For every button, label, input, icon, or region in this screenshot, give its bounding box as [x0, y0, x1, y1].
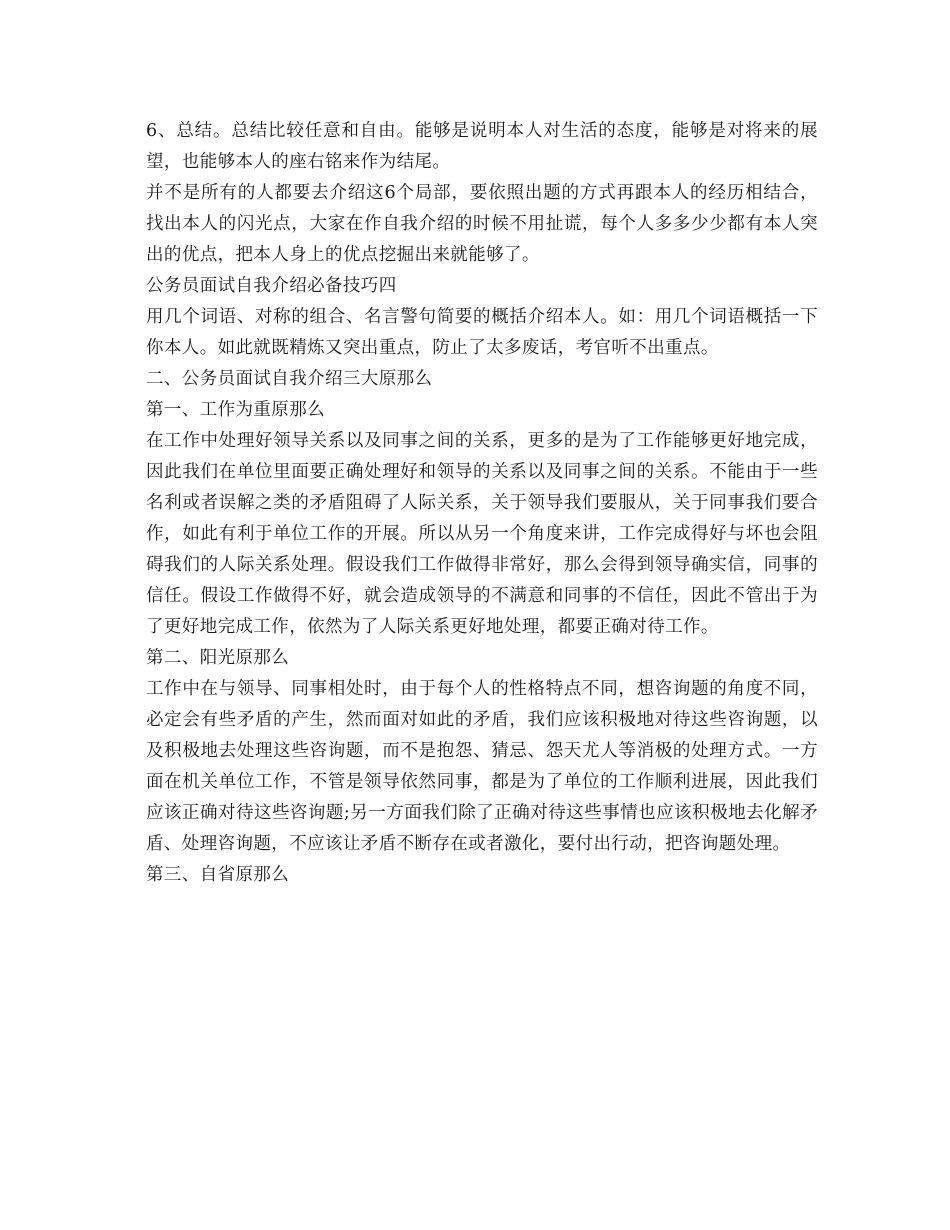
heading-principle-three: 第三、自省原那么	[146, 865, 290, 885]
paragraph-principle-one-body: 在工作中处理好领导关系以及同事之间的关系，更多的是为了工作能够更好地完成，因此我们在单位里面要正确处理好和领导的关系以及同事之间的关系。不能由于一些名利或者误解之类的矛盾阻碍了人际关系，关于领导我们要服从，关于同事我们要合作，如此有利于单位工作的开展。所以从另一个角度来讲，工作完成得好与坏也会阻碍我们的人际关系处理。假设我们工作做得非常好，那么会得到领导确实信，同事的信任。假设工作做得不好，就会造成领导的不满意和同事的不信任，因此不管出于为了更好地完成工作，依然为了人际关系更好地处理，都要正确对待工作。	[146, 431, 818, 637]
paragraph-summary: 6、总结。总结比较任意和自由。能够是说明本人对生活的态度，能够是对将来的展望，也能够本人的座右铭来作为结尾。	[146, 121, 818, 172]
heading-tip-four: 公务员面试自我介绍必备技巧四	[146, 276, 397, 296]
heading-principle-one: 第一、工作为重原那么	[146, 400, 325, 420]
document-body	[146, 116, 818, 891]
heading-principle-two: 第二、阳光原那么	[146, 648, 290, 668]
paragraph-principle-two-body: 工作中在与领导、同事相处时，由于每个人的性格特点不同，想咨询题的角度不同，必定会有些矛盾的产生，然而面对如此的矛盾，我们应该积极地对待这些咨询题，以及积极地去处理这些咨询题，而不是抱怨、猜忌、怨天尤人等消极的处理方式。一方面在机关单位工作，不管是领导依然同事，都是为了单位的工作顺利进展，因此我们应该正确对待这些咨询题;另一方面我们除了正确对待这些事情也应该积极地去化解矛盾、处理咨询题，不应该让矛盾不断存在或者激化，要付出行动，把咨询题处理。	[146, 679, 818, 854]
paragraph-tip-four-body: 用几个词语、对称的组合、名言警句简要的概括介绍本人。如：用几个词语概括一下你本人。如此就既精炼又突出重点，防止了太多废话，考官听不出重点。	[146, 307, 818, 358]
heading-three-principles: 二、公务员面试自我介绍三大原那么	[146, 369, 433, 389]
paragraph-highlight-advice: 并不是所有的人都要去介绍这6个局部，要依照出题的方式再跟本人的经历相结合，找出本人的闪光点，大家在作自我介绍的时候不用扯谎，每个人多多少少都有本人突出的优点，把本人身上的优点挖掘出来就能够了。	[146, 183, 818, 265]
